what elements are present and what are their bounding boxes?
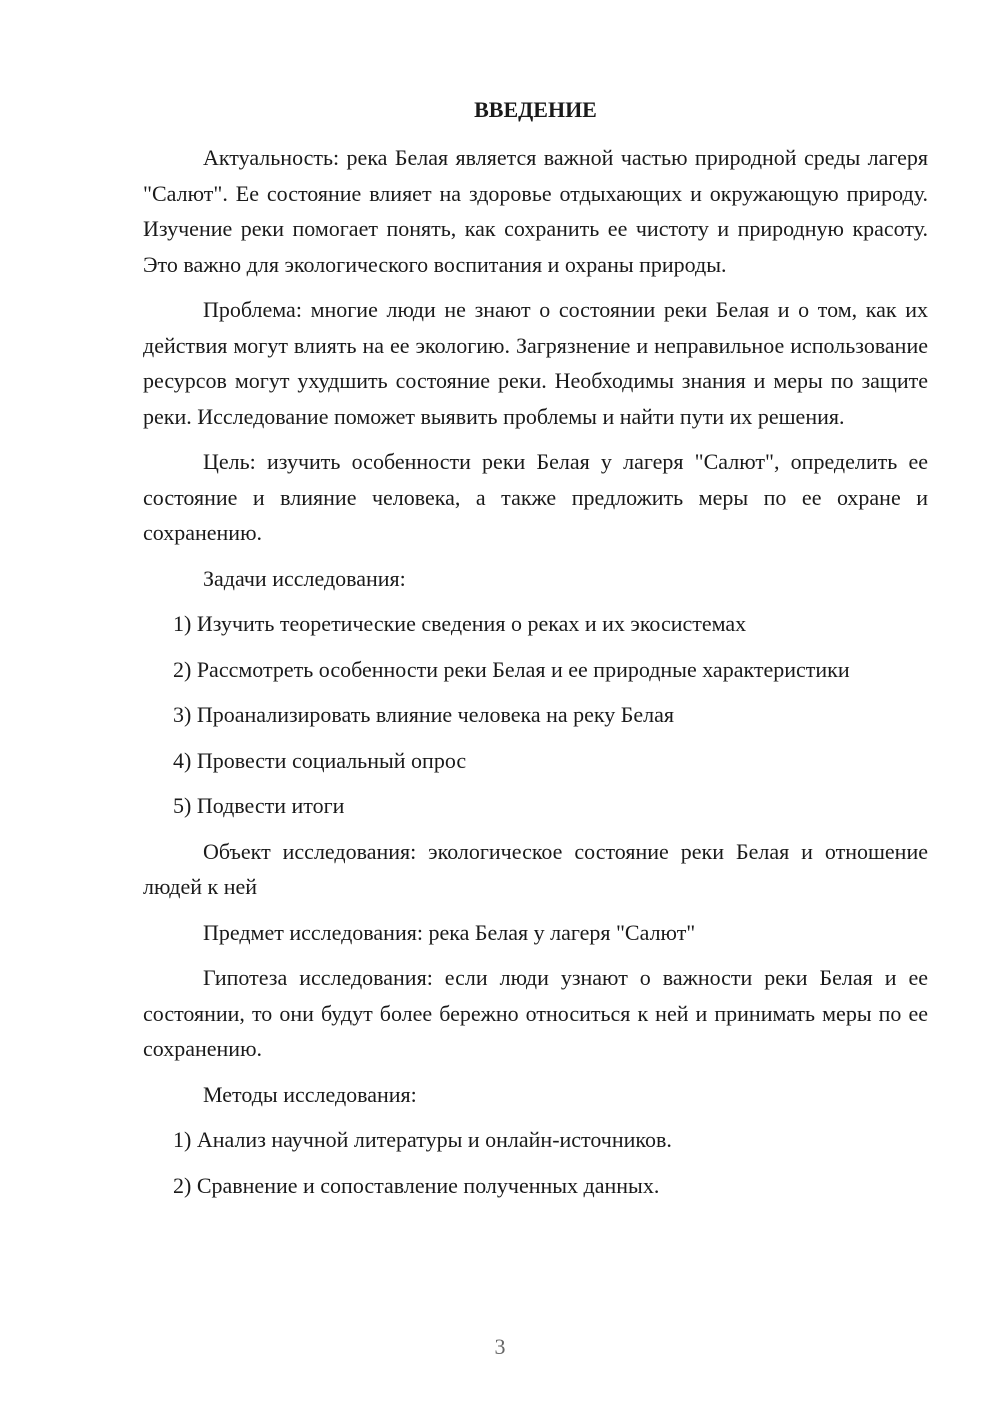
- task-item-4: 4) Провести социальный опрос: [173, 747, 467, 773]
- task-item-3: 3) Проанализировать влияние человека на реку Белая: [173, 702, 675, 727]
- goal-paragraph: Цель: изучить особенности реки Белая у лагеря "Салют", определить ее состояние и влияние человека, а также предложить меры по ее охране и сохранению.: [143, 449, 928, 545]
- document-page: [143, 95, 928, 1213]
- problem-paragraph: Проблема: многие люди не знают о состоянии реки Белая и о том, как их действия могут влиять на ее экологию. Загрязнение и неправильное использование ресурсов могут ухудшить состояние реки. Необходимы знания и меры по защите реки. Исследование поможет выявить проблемы и найти пути их решения.: [143, 297, 928, 429]
- method-item-2: 2) Сравнение и сопоставление полученных данных.: [173, 1172, 660, 1198]
- hypothesis-paragraph: Гипотеза исследования: если люди узнают о важности реки Белая и ее состоянии, то они будут более бережно относиться к ней и принимать меры по ее сохранению.: [143, 965, 928, 1061]
- page-title: ВВЕДЕНИЕ: [474, 97, 597, 122]
- subject-paragraph: Предмет исследования: река Белая у лагеря "Салют": [203, 919, 696, 945]
- task-item-2: 2) Рассмотреть особенности реки Белая и ее природные характеристики: [173, 656, 850, 682]
- tasks-heading: Задачи исследования:: [203, 565, 406, 591]
- task-item-1: 1) Изучить теоретические сведения о реках и их экосистемах: [173, 611, 747, 636]
- method-item-1: 1) Анализ научной литературы и онлайн-источников.: [173, 1127, 672, 1152]
- methods-heading: Методы исследования:: [203, 1081, 417, 1107]
- relevance-paragraph: Актуальность: река Белая является важной частью природной среды лагеря "Салют". Ее состояние влияет на здоровье отдыхающих и окружающую природу. Изучение реки помогает понять, как сохранить ее чистоту и природную красоту. Это важно для экологического воспитания и охраны природы.: [143, 145, 928, 277]
- page-number: 3: [494, 1334, 506, 1359]
- object-paragraph: Объект исследования: экологическое состояние реки Белая и отношение людей к ней: [143, 838, 928, 899]
- task-item-5: 5) Подвести итоги: [173, 793, 345, 818]
